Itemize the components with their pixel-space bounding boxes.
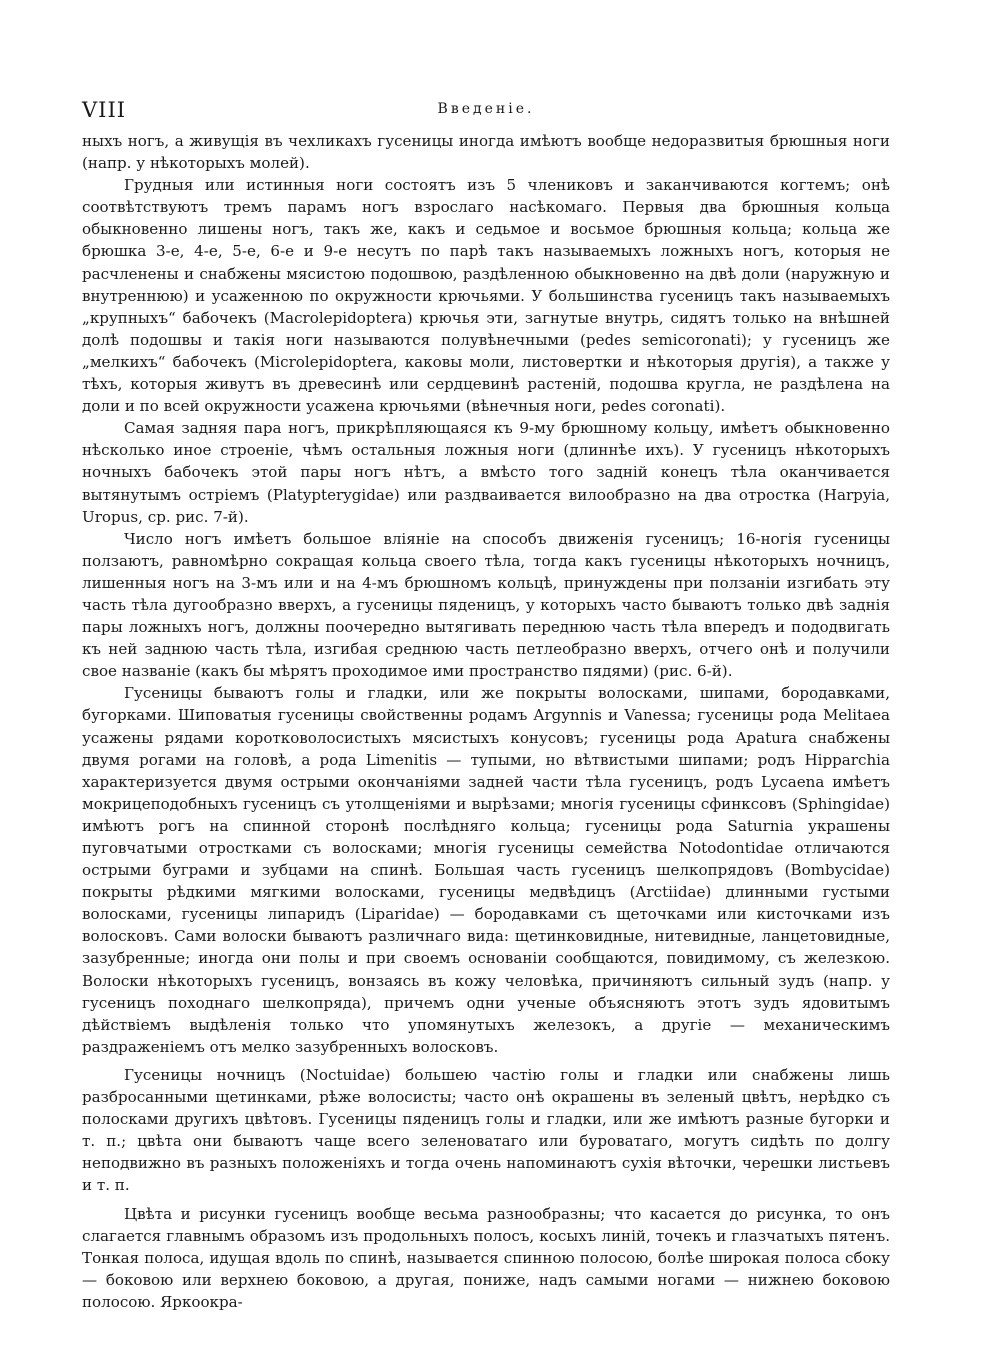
- paragraph-continuation: ныхъ ногъ, а живущія въ чехликахъ гусеницы иногда имѣютъ вообще недоразвитыя брюшныя ноги (напр. у нѣкоторыхъ молей).: [82, 132, 890, 173]
- paragraph-legs: Грудныя или истинныя ноги состоятъ изъ 5 члениковъ и заканчиваются когтемъ; онѣ соотвѣтствуютъ тремъ парамъ ногъ взрослаго насѣкомаго. Первыя два брюшныя кольца обыкновенно лишены ногъ, такъ же, какъ и седьмое и восьмое брюшныя кольца; кольца же брюшка 3-е, 4-е, 5-е, 6-е и 9-е несутъ по парѣ такъ называемыхъ ложныхъ ногъ, которыя не расчленены и снабжены мясистою подошвою, раздѣленною обыкновенно на двѣ доли (наружную и внутреннюю) и усаженною по окружности крючьями. У большинства гусеницъ такъ называемыхъ „крупныхъ“ бабочекъ (Macrolepidoptera) крючья эти, загнутые внутрь, сидятъ только на внѣшней долѣ подошвы и такія ноги называются полувѣнечными (pedes semicoronati); у гусеницъ же „мелкихъ“ бабочекъ (Microlepidoptera, каковы моли, листовертки и нѣкоторыя другія), а также у тѣхъ, которыя живутъ въ древесинѣ или сердцевинѣ растеній, подошва кругла, не раздѣлена на доли и по всей окружности усажена крючьями (вѣнечныя ноги, pedes coronati).: [82, 176, 890, 416]
- paragraph-rear-legs: Самая задняя пара ногъ, прикрѣпляющаяся къ 9-му брюшному кольцу, имѣетъ обыкновенно нѣсколько иное строеніе, чѣмъ остальныя ложныя ноги (длиннѣе ихъ). У гусеницъ нѣкоторыхъ ночныхъ бабочекъ этой пары ногъ нѣтъ, а вмѣсто того задній конецъ тѣла оканчивается вытянутымъ остріемъ (Platypterygidae) или раздваивается вилообразно на два отростка (Harpyia, Uropus, ср. рис. 7-й).: [82, 419, 890, 526]
- page-header: [82, 98, 890, 130]
- running-title: Введеніе.: [437, 101, 535, 117]
- paragraph-colors: Цвѣта и рисунки гусеницъ вообще весьма разнообразны; что касается до рисунка, то онъ слагается главнымъ образомъ изъ продольныхъ полосъ, косыхъ линій, точекъ и глазчатыхъ пятенъ. Тонкая полоса, идущая вдоль по спинѣ, называется спинною полосою, болѣе широкая полоса сбоку — боковою или верхнею боковою, а другая, пониже, надъ самыми ногами — нижнею боковою полосою. Яркоокра-: [82, 1204, 890, 1311]
- paragraph-noctuidae: Гусеницы ночницъ (Noctuidae) большею частію голы и гладки или снабжены лишь разбросанными щетинками, рѣже волосисты; часто онѣ окрашены въ зеленый цвѣтъ, нерѣдко съ полосками другихъ цвѣтовъ. Гусеницы пяденицъ голы и гладки, или же имѣютъ разные бугорки и т. п.; цвѣта они бываютъ чаще всего зеленоватаго или буроватаго, могутъ сидѣть по долгу неподвижно въ разныхъ положеніяхъ и тогда очень напоминаютъ сухія вѣточки, черешки листьевъ и т. п.: [82, 1065, 890, 1195]
- document-page: [82, 98, 890, 1313]
- paragraph-hairs: Гусеницы бываютъ голы и гладки, или же покрыты волосками, шипами, бородавками, бугорками. Шиповатыя гусеницы свойственны родамъ Argynnis и Vanessa; гусеницы рода Melitaea усажены рядами коротковолосистыхъ мясистыхъ конусовъ; гусеницы рода Apatura снабжены двумя рогами на головѣ, а рода Limenitis — тупыми, но вѣтвистыми шипами; родъ Hipparchia характеризуется двумя острыми окончаніями задней части тѣла гусеницъ, родъ Lycaena имѣетъ мокрицеподобныхъ гусеницъ съ утолщеніями и вырѣзами; многія гусеницы сфинксовъ (Sphingidae) имѣютъ рогъ на спинной сторонѣ послѣдняго кольца; гусеницы рода Saturnia украшены пуговчатыми отростками съ волосками; многія гусеницы семейства Notodontidae отличаются острыми буграми и зубцами на спинѣ. Большая часть гусеницъ шелкопрядовъ (Bombycidae) покрыты рѣдкими мягкими волосками, гусеницы медвѣдицъ (Arctiidae) длинными густыми волосками, гусеницы липаридъ (Liparidae) — бородавками съ щеточками или кисточками изъ волосковъ. Сами волоски бываютъ различнаго вида: щетинковидные, нитевидные, ланцетовидные, зазубренные; иногда они полы и при своемъ основаніи сообщаются, повидимому, съ железкою. Волоски нѣкоторыхъ гусеницъ, вонзаясь въ кожу человѣка, причиняютъ сильный зудъ (напр. у гусеницъ походнаго шелкопряда), причемъ одни ученые объясняютъ этотъ зудъ ядовитымъ дѣйствіемъ выдѣленія только что упомянутыхъ железокъ, а другіе — механическимъ раздраженіемъ отъ мелко зазубренныхъ волосковъ.: [82, 684, 890, 1056]
- body-text: [82, 130, 890, 1313]
- paragraph-movement: Число ногъ имѣетъ большое вліяніе на способъ движенія гусеницъ; 16-ногія гусеницы ползаютъ, равномѣрно сокращая кольца своего тѣла, тогда какъ гусеницы нѣкоторыхъ ночницъ, лишенныя ногъ на 3-мъ или и на 4-мъ брюшномъ кольцѣ, принуждены при ползаніи изгибать эту часть тѣла дугообразно вверхъ, а гусеницы пяденицъ, у которыхъ часто бываютъ только двѣ заднія пары ложныхъ ногъ, должны поочередно вытягивать переднюю часть тѣла впередъ и пододвигать къ ней заднюю часть тѣла, изгибая среднюю часть петлеобразно вверхъ, отчего онѣ и получили свое названіе (какъ бы мѣрятъ проходимое ими пространство пядями) (рис. 6-й).: [82, 529, 890, 681]
- page-number: VIII: [82, 98, 127, 122]
